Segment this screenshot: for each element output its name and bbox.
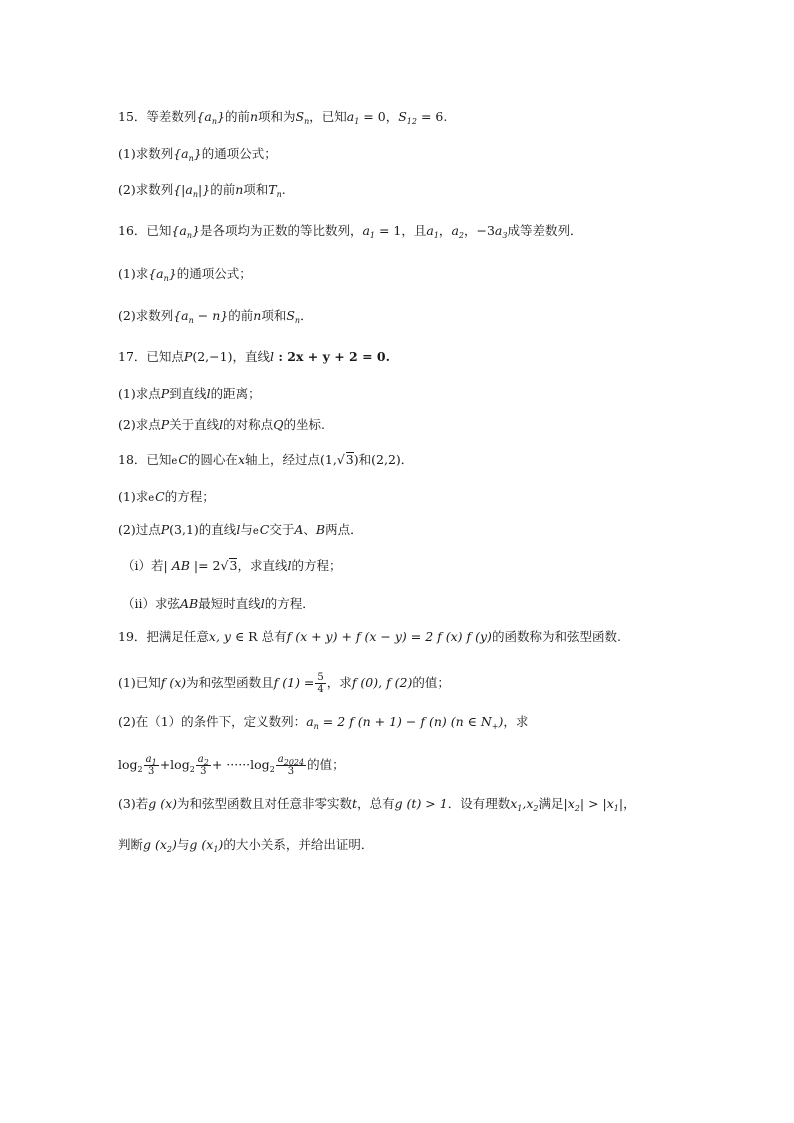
circle-symbol: e	[148, 493, 155, 504]
sqrt-radicand: 3	[229, 558, 238, 573]
problem-number: 17．	[118, 349, 147, 364]
problem-number: 16．	[118, 223, 147, 238]
problem-15-part-2: (2)求数列$\{|a_n|\}$的前n项和$T_n$.	[118, 182, 286, 199]
problem-19-part-3-cont: 判断g $(x_2)$与g $(x_1)$的大小关系，并给出证明．	[118, 837, 374, 854]
problem-19-part-3: (3)若g (x)为和弦型函数且对任意非零实数t，总有g (t) > 1．设有理数$x_1,x_2$满足$|x_2| > |x_1|$，	[118, 796, 636, 813]
problem-number: 15．	[118, 109, 147, 124]
fraction-a2024-over-3: $\frac{a_{2024}}{3}$	[277, 754, 305, 777]
problem-17-part-2: (2)求点P关于直线l的对称点Q的坐标.	[118, 417, 325, 432]
problem-17-stem: 17．已知点P(2,−1)，直线l : 2x + y + 2 = 0.	[118, 349, 390, 364]
problem-18-subpart-i: （ⅰ）若| AB |= 2√3，求直线l的方程；	[122, 558, 342, 573]
problem-19-log-sum: $\log_2$ $\frac{a_1}{3}$ $+\log_2$ $\frac{a_2}{3}$ + $\cdot\cdot\cdot\cdot\cdot\cdot\log_2$ $\frac{a_{2024}}{3}$ 的值；	[118, 754, 345, 777]
log-third: log	[250, 757, 270, 772]
fraction-a1-over-3: $\frac{a_1}{3}$	[145, 754, 157, 777]
problem-16-part-1: (1)求$\{a_n\}$的通项公式；	[118, 266, 252, 283]
problem-18-part-1: (1)求eC的方程；	[118, 489, 215, 507]
fraction-five-quarters: $\frac{5}{4}$	[317, 672, 324, 695]
fraction-a2-over-3: $\frac{a_2}{3}$	[197, 754, 209, 777]
problem-19-part-1: (1)已知f (x)为和弦型函数且f (1) = $\frac{5}{4}$ ，求f (0), f (2)的值；	[118, 672, 450, 695]
sqrt-radicand: 3	[345, 452, 354, 467]
problem-19-stem: 19．把满足任意x, y ∈ R 总有f (x + y) + f (x − y) = 2 f (x) f (y)的函数称为和弦型函数.	[118, 629, 621, 644]
problem-16-stem: 16．已知$\{a_n\}$是各项均为正数的等比数列，$a_1 = 1$，且$a_1$，$a_2$，$-3a_3$成等差数列．	[118, 223, 583, 240]
log-second: log	[170, 757, 190, 772]
problem-number: 18．	[118, 452, 147, 467]
problem-17-part-1: (1)求点P到直线l的距离；	[118, 386, 261, 401]
circle-symbol: e	[171, 456, 178, 467]
circle-symbol: e	[252, 526, 259, 537]
problem-number: 19．	[118, 629, 147, 644]
problem-18-part-2: (2)过点P(3,1)的直线l与eC交于A、B两点．	[118, 522, 363, 540]
problem-16-part-2: (2)求数列$\{a_n - n\}$的前n项和$S_n$．	[118, 308, 313, 325]
problem-19-part-2: (2)在（1）的条件下，定义数列：$a_n = 2$ f (n + 1) − f (n) (n ∈ $N_+$)，求	[118, 714, 529, 731]
problem-15-part-1: (1)求数列$\{a_n\}$的通项公式；	[118, 146, 277, 163]
problem-15-stem: 15．等差数列$\{a_n\}$的前n项和为$S_n$，已知$a_1 = 0$，$S_{12} = 6$.	[118, 109, 448, 126]
problem-18-subpart-ii: （ⅱ）求弦AB最短时直线l的方程．	[122, 596, 315, 611]
problem-18-stem: 18．已知eC的圆心在x轴上，经过点(1,√3)和(2,2)．	[118, 452, 413, 470]
